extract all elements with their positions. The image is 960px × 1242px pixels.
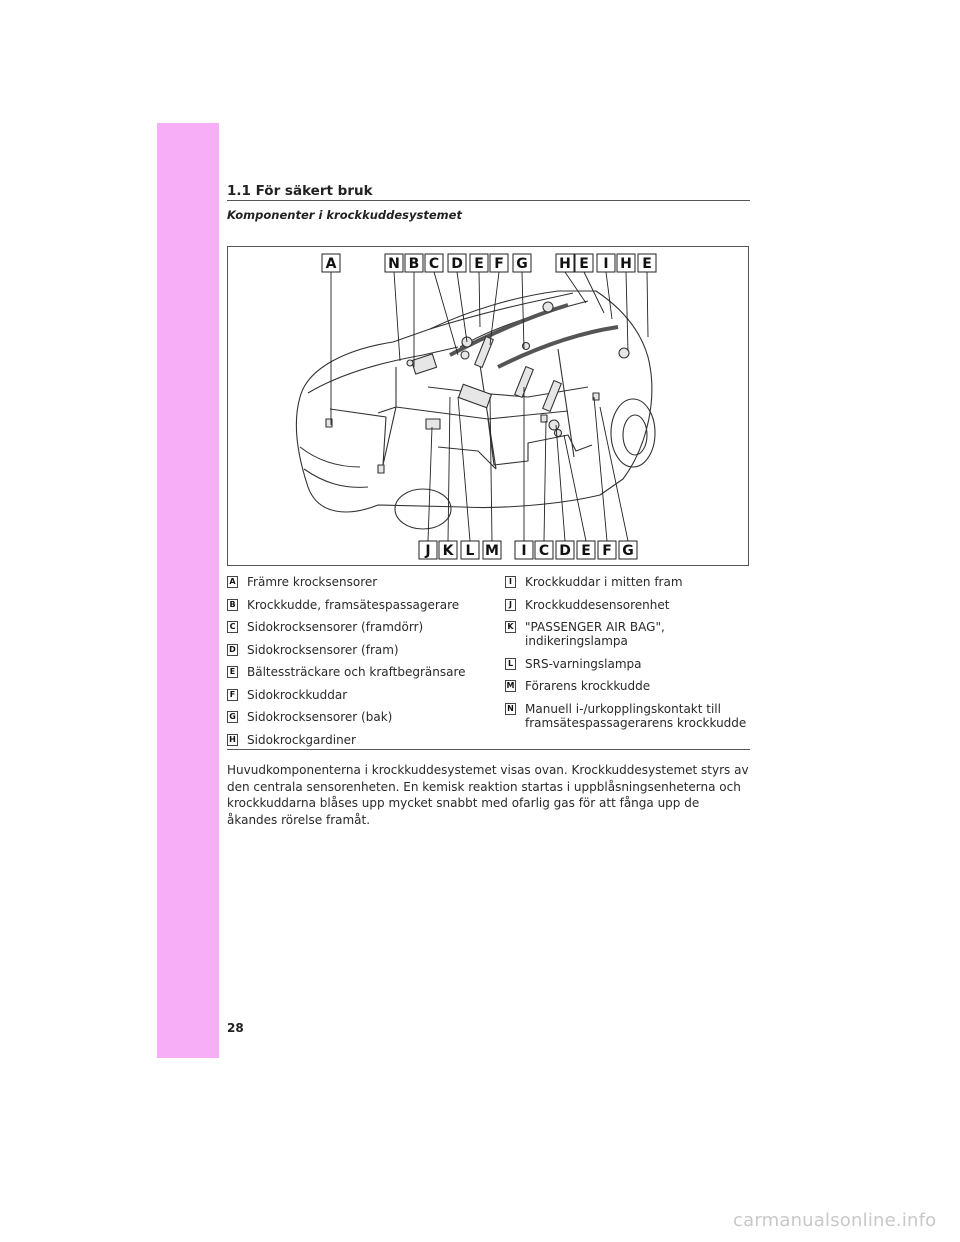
callout-label: I (603, 256, 609, 272)
divider (227, 749, 750, 750)
callout-label: F (494, 256, 504, 272)
legend-text: Sidokrocksensorer (fram) (247, 642, 399, 657)
legend-key-badge: G (227, 711, 238, 723)
legend-key-badge: B (227, 599, 238, 611)
leader-line (394, 272, 400, 361)
legend-key-badge: D (227, 644, 238, 656)
legend-key-badge: H (227, 734, 238, 746)
watermark: carmanualsonline.info (733, 1210, 937, 1231)
wiring-harness (378, 367, 592, 469)
callout-label: E (642, 256, 652, 272)
legend-item (227, 688, 497, 702)
leader-line (594, 397, 607, 541)
car-illustration (228, 247, 748, 565)
legend-text: Sidokrocksensorer (framdörr) (247, 620, 424, 634)
legend-key-badge: L (505, 658, 516, 670)
leader-line (584, 272, 604, 313)
legend-text: "PASSENGER AIR BAG", indikeringslampa (525, 620, 665, 648)
callout-label: G (622, 543, 634, 559)
callout-label: C (538, 543, 550, 559)
callout-label: N (388, 256, 400, 272)
legend-text: Krockkuddesensorenhet (525, 597, 670, 612)
legend-text: Sidokrockgardiner (247, 732, 356, 747)
section-header (227, 180, 750, 201)
legend-item (505, 657, 755, 671)
section-title: 1.1 För säkert bruk (227, 183, 373, 199)
legend-item (227, 620, 497, 634)
legend-item (227, 575, 497, 589)
page-number: 28 (227, 1021, 244, 1035)
legend-key-badge: I (505, 576, 516, 588)
legend-text: Krockkuddar i mitten fram (525, 575, 683, 589)
leader-line (458, 397, 470, 541)
leader-line (564, 435, 586, 541)
leader-line (448, 397, 450, 541)
callout-label: J (425, 543, 431, 559)
front-wheel (395, 489, 451, 529)
legend-key-badge: E (227, 666, 238, 678)
airbag-components-figure (227, 246, 749, 566)
legend-text: Sidokrockkuddar (247, 687, 348, 702)
legend-key-badge: A (227, 576, 238, 588)
legend-text: Bältessträckare och kraftbegränsare (247, 665, 466, 679)
callout-label: E (474, 256, 484, 272)
callout-label: C (428, 256, 440, 272)
leader-line (606, 272, 612, 319)
callout-label: B (408, 256, 420, 272)
legend-text: SRS-varningslampa (525, 656, 642, 671)
legend-key-badge: J (505, 599, 516, 611)
legend-key-badge: N (505, 703, 516, 715)
leader-line (626, 272, 628, 351)
legend-item (505, 702, 755, 730)
legend-item (227, 710, 497, 724)
leader-line (428, 427, 432, 541)
legend-item (505, 620, 755, 648)
legend-text: Krockkudde, framsätespassagerare (247, 597, 460, 612)
legend-right-column (505, 575, 755, 738)
legend-key-badge: M (506, 681, 515, 690)
legend-key-badge: F (227, 689, 238, 701)
leader-line (565, 272, 586, 303)
legend-key-badge: C (227, 621, 238, 633)
callout-label: K (442, 543, 454, 559)
callout-label: M (485, 543, 499, 559)
leader-line (544, 421, 546, 541)
legend-item (505, 679, 755, 693)
leader-line (434, 272, 458, 355)
rear-wheel (611, 399, 655, 467)
subsection-title: Komponenter i krockkuddesystemet (227, 208, 462, 222)
legend-text: Sidokrocksensorer (bak) (247, 710, 393, 724)
legend-text: Förarens krockkudde (525, 679, 651, 693)
callout-label: G (516, 256, 528, 272)
legend-key-badge: K (505, 621, 516, 633)
legend-left-column (227, 575, 497, 755)
leader-line (479, 272, 480, 327)
leader-line (457, 272, 467, 342)
callout-label: I (521, 543, 527, 559)
legend-item (227, 733, 497, 747)
legend-item (227, 598, 497, 612)
legend-item (505, 575, 755, 589)
callout-label: D (559, 543, 571, 559)
legend-item (505, 598, 755, 612)
callout-label: A (325, 256, 337, 272)
chapter-side-tab (157, 123, 219, 1058)
legend-item (227, 665, 497, 679)
callout-label: F (602, 543, 612, 559)
callout-label: L (465, 543, 475, 559)
leader-line (522, 272, 524, 349)
legend-item (227, 643, 497, 657)
callout-label: H (559, 256, 571, 272)
leader-line (556, 425, 565, 541)
legend-text: Främre krocksensorer (247, 575, 378, 589)
body-paragraph: Huvudkomponenterna i krockkuddesystemet visas ovan. Krockkuddesystemet styrs av den centrala sensorenheten. En kemisk reaktion startas i uppblåsningsenheterna och krockkuddarna blåses upp mycket snabbt med ofarlig gas för att fånga upp de åkandes rörelse framåt. (227, 763, 749, 827)
legend-text: Manuell i-/urkopplingskontakt till framsätespassagerarens krockkudde (525, 701, 747, 730)
callout-label: H (620, 256, 632, 272)
callout-label: E (581, 543, 591, 559)
callout-label: D (451, 256, 463, 272)
callout-label: E (579, 256, 589, 272)
leader-line (647, 272, 648, 337)
